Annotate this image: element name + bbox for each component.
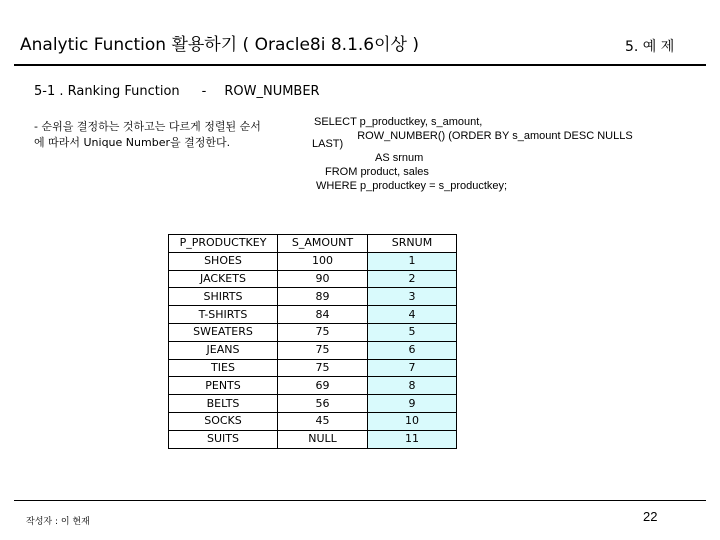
table-cell: PENTS — [169, 377, 278, 395]
footer-divider — [14, 500, 706, 501]
table-header-row — [169, 235, 457, 253]
table-cell: 75 — [278, 359, 368, 377]
table-cell: NULL — [278, 430, 368, 448]
table-row — [169, 412, 457, 430]
column-header: P_PRODUCTKEY — [169, 235, 278, 253]
result-table — [168, 234, 457, 449]
column-header: SRNUM — [368, 235, 457, 253]
sql-line: SELECT p_productkey, s_amount, — [314, 116, 483, 128]
table-cell: 9 — [368, 395, 457, 413]
column-header: S_AMOUNT — [278, 235, 368, 253]
table-cell: 100 — [278, 252, 368, 270]
table-row — [169, 430, 457, 448]
table-cell: SWEATERS — [169, 323, 278, 341]
table-cell: 2 — [368, 270, 457, 288]
table-row — [169, 270, 457, 288]
sql-line-wrapped — [300, 129, 633, 151]
table-cell: 45 — [278, 412, 368, 430]
table-cell: BELTS — [169, 395, 278, 413]
table-cell: 4 — [368, 306, 457, 324]
sql-query — [300, 115, 633, 193]
table-row — [169, 341, 457, 359]
sql-line: WHERE p_productkey = s_productkey; — [316, 180, 508, 192]
section-label: 5. 예 제 — [625, 39, 675, 55]
subsection-heading — [34, 84, 320, 99]
table-row — [169, 252, 457, 270]
table-cell: SOCKS — [169, 412, 278, 430]
sql-line: AS srnum — [375, 152, 424, 164]
table-cell: 10 — [368, 412, 457, 430]
table-cell: SHOES — [169, 252, 278, 270]
table-cell: 89 — [278, 288, 368, 306]
table-row — [169, 288, 457, 306]
sql-line: FROM product, sales — [325, 166, 429, 178]
author-label: 작성자 : 이 현재 — [26, 517, 90, 527]
sql-line-fragment: ROW_NUMBER() (ORDER BY s_amount DESC NULLS — [357, 130, 633, 142]
page-title: Analytic Function 활용하기 ( Oracle8i 8.1.6이상 ) — [20, 35, 419, 55]
table-cell: JEANS — [169, 341, 278, 359]
subsection-dash: - — [201, 84, 207, 99]
table-row — [169, 377, 457, 395]
table-cell: 8 — [368, 377, 457, 395]
table-row — [169, 359, 457, 377]
table-cell: 5 — [368, 323, 457, 341]
table-cell: 69 — [278, 377, 368, 395]
page-number: 22 — [643, 509, 658, 524]
description-line: - 순위을 결정하는 것하고는 다르게 정렬된 순서 — [34, 120, 261, 133]
table-cell: 11 — [368, 430, 457, 448]
table-row — [169, 306, 457, 324]
table-cell: 6 — [368, 341, 457, 359]
header-divider — [14, 64, 706, 66]
table-cell: SUITS — [169, 430, 278, 448]
table-cell: TIES — [169, 359, 278, 377]
description-line: 에 따라서 Unique Number을 결정한다. — [34, 136, 231, 149]
table-cell: 56 — [278, 395, 368, 413]
table-cell: 3 — [368, 288, 457, 306]
table-cell: T-SHIRTS — [169, 306, 278, 324]
table-cell: 75 — [278, 323, 368, 341]
table-cell: 84 — [278, 306, 368, 324]
table-cell: 90 — [278, 270, 368, 288]
table-cell: SHIRTS — [169, 288, 278, 306]
table-cell: 75 — [278, 341, 368, 359]
subsection-number: 5-1 . Ranking Function — [34, 84, 180, 99]
table-cell: 7 — [368, 359, 457, 377]
description — [34, 119, 261, 151]
table-cell: 1 — [368, 252, 457, 270]
table-row — [169, 395, 457, 413]
sql-line-fragment: LAST) — [312, 138, 344, 150]
table-cell: JACKETS — [169, 270, 278, 288]
table-row — [169, 323, 457, 341]
subsection-name: ROW_NUMBER — [224, 84, 320, 99]
